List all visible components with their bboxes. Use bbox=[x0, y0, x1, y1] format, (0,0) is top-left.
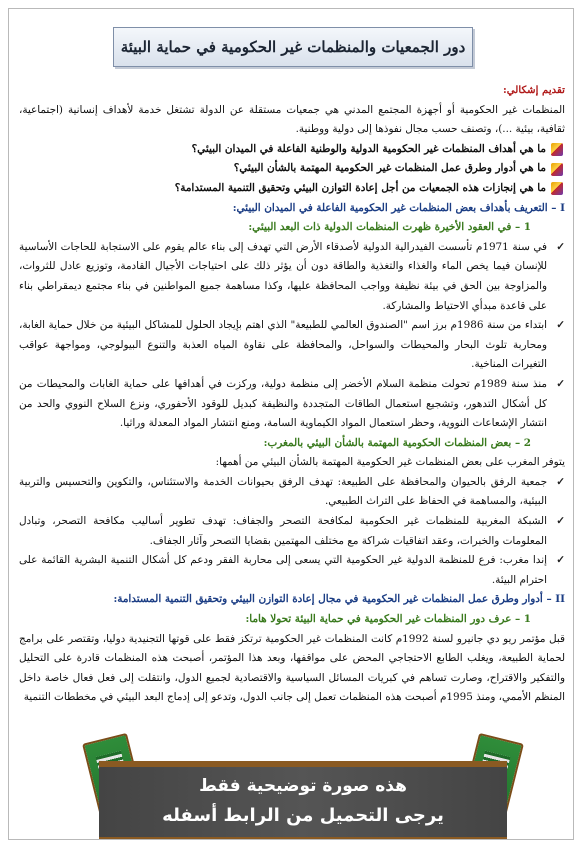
section1-heading bbox=[19, 199, 565, 219]
checkmark-icon: ✓ bbox=[556, 475, 565, 488]
document-body bbox=[19, 81, 565, 708]
download-banner[interactable] bbox=[99, 737, 507, 840]
list-item bbox=[19, 375, 565, 434]
list-item-text: في سنة 1971م تأسست الفيدرالية الدولية لأصدقاء الأرض التي تهدف إلى بناء عالم يقوم على الاستجابة للحاجات الأساسية للإنسان فيما يخص الماء والغذاء والتغذية والطاقة دون أن يؤثر ذلك على احتياجات الأجيال القادمة، وتوزيع عادل للثروات، والمزاوجة بين الحق في بيئة نظيفة وواجب المحافظة عليها، وكذا مساهمة جميع المواطنين في بناء مجتمع ديمقراطي بناء على قاعدة مبدأي الاحتياط والمشاركة. bbox=[19, 240, 547, 312]
section1-sub2-heading bbox=[19, 434, 565, 454]
document-page bbox=[8, 8, 574, 840]
pencil-book-icon bbox=[551, 163, 563, 176]
section1-number: I – bbox=[551, 201, 565, 214]
question-text: ما هي أهداف المنظمات غير الحكومية الدولية والوطنية الفاعلة في الميدان البيئي؟ bbox=[191, 142, 546, 155]
section1-title: التعريف بأهداف بعض المنظمات غير الحكومية الفاعلة في الميدان البيئي: bbox=[232, 201, 548, 214]
s2-sub1-title: عرف دور المنظمات غير الحكومية في حماية البيئة تحولا هاما: bbox=[245, 613, 512, 626]
s2-sub1-text: قبل مؤتمر ريو دي جانيرو لسنة 1992م كانت المنظمات غير الحكومية ترتكز فقط على قوتها التجنيدية دوليا، وتقتصر على برامج لحماية الطبيعة، ويغلب الطابع الاحتجاجي المحض على مواقفها، وبعد هذا المؤتمر، أصبحت هذه المنظمات قادرة على التحليل والتفكير والاقتراح، وصارت تساهم في كبريات المسائل السياسية والاقتصادية لجميع الدول، وانتقلت إلى فعل فعال خاصة داخل المنظم الأممي، ومنذ 1995م أصبحت هذه المنظمات تعمل إلى جانب الدول، وتدعو إلى إدماج البعد البيئي في مخططات التنمية bbox=[19, 632, 565, 704]
sub1-number: 1 – bbox=[514, 221, 531, 234]
pencil-book-icon bbox=[551, 143, 563, 156]
banner-line2: يرجى التحميل من الرابط أسفله bbox=[162, 805, 444, 826]
section2-heading bbox=[19, 590, 565, 610]
sub2-lead: يتوفر المغرب على بعض المنظمات غير الحكومية المهتمة بالشأن البيئي من أهمها: bbox=[215, 456, 565, 469]
sub2-title: بعض المنظمات الحكومية المهتمة بالشأن البيئي بالمغرب: bbox=[263, 436, 512, 449]
list-item-text: الشبكة المغربية للمنظمات غير الحكومية لمكافحة التصحر والجفاف: تهدف تطوير أساليب مكافحة التصحر، وتبادل المعلومات والخبرات، وعقد اتفاقيات شراكة مع مختلف المهتمين بقضايا التصحر وآثار الجفاف. bbox=[19, 515, 547, 547]
question-text: ما هي إنجازات هذه الجمعيات من أجل إعادة التوازن البيئي وتحقيق التنمية المستدامة؟ bbox=[174, 181, 546, 194]
sub1-title: في العقود الأخيرة ظهرت المنظمات الدولية ذات البعد البيئي: bbox=[248, 221, 512, 234]
section2-number: II – bbox=[546, 593, 565, 606]
banner-strip bbox=[99, 761, 507, 840]
list-item-text: ابتداء من سنة 1986م برز اسم "الصندوق العالمي للطبيعة" الذي اهتم بإيجاد الحلول للمشاكل البيئية من خلال حماية الغابة، ومحاربة تلوث البحار والمحيطات والسواحل، والمحافظة على نقاوة المياه العذبة والتنوع البيولوجي، ومواجهة عواقب التغيرات المناخية. bbox=[19, 319, 548, 371]
list-item bbox=[19, 473, 565, 512]
pencil-book-icon bbox=[551, 182, 563, 195]
list-item bbox=[19, 551, 565, 590]
list-item bbox=[19, 512, 565, 551]
intro-heading: تقديم إشكالي: bbox=[503, 84, 565, 96]
intro-text: المنظمات غير الحكومية أو أجهزة المجتمع المدني هي جمعيات مستقلة عن الدولة تشتغل خدمة لأهداف إنسانية (اجتماعية، ثقافية، بيئية ...)، وتصنف حسب مجال نفوذها إلى دولية ووطنية. bbox=[19, 103, 565, 136]
page-title: دور الجمعيات والمنظمات غير الحكومية في حماية البيئة bbox=[113, 27, 473, 67]
checkmark-icon: ✓ bbox=[556, 240, 565, 253]
checkmark-icon: ✓ bbox=[556, 377, 565, 390]
section1-sub1-heading bbox=[19, 218, 565, 238]
checkmark-icon: ✓ bbox=[556, 319, 565, 332]
list-item bbox=[19, 238, 565, 316]
question-item bbox=[19, 140, 565, 160]
list-item-text: إندا مغرب: فرع للمنظمة الدولية غير الحكومية التي يسعى إلى محاربة الفقر ودعم كل أشكال التنمية البشرية القائمة على احترام البيئة. bbox=[19, 554, 547, 586]
list-item bbox=[19, 316, 565, 375]
question-item bbox=[19, 159, 565, 179]
section2-sub1-heading bbox=[19, 610, 565, 630]
list-item-text: منذ سنة 1989م تحولت منظمة السلام الأخضر إلى منظمة دولية، وركزت في أهدافها على حماية الغابات والمحيطات من كل أشكال التدهور، وتشجيع استعمال الطاقات المتجددة والنظيفة كبديل للوقود الأحفوري، ونزع السلاح النووي والحد من انتشار الإشعاعات النووية، وحظر استعمال المواد الكيماوية السامة، ومنع انتشار المواد المعدلة وراثيا. bbox=[19, 377, 547, 430]
section2-title: أدوار وطرق عمل المنظمات غير الحكومية في مجال إعادة التوازن البيئي وتحقيق التنمية المستدامة: bbox=[113, 593, 543, 606]
checkmark-icon: ✓ bbox=[556, 554, 565, 567]
list-item-text: جمعية الرفق بالحيوان والمحافظة على الطبيعة: تهدف الرفق بحيوانات الخدمة والاستئناس، والتكوين والتحسيس والتربية البيئية، والمساهمة في الحفاظ على التراث الطبيعي. bbox=[19, 475, 547, 508]
question-item bbox=[19, 179, 565, 199]
banner-line1: هذه صورة توضيحية فقط bbox=[199, 776, 407, 796]
sub2-number: 2 – bbox=[514, 436, 531, 449]
question-text: ما هي أدوار وطرق عمل المنظمات غير الحكومية المهتمة بالشأن البيئي؟ bbox=[233, 162, 546, 175]
s2-sub1-number: 1 – bbox=[514, 613, 531, 626]
checkmark-icon: ✓ bbox=[556, 515, 565, 528]
